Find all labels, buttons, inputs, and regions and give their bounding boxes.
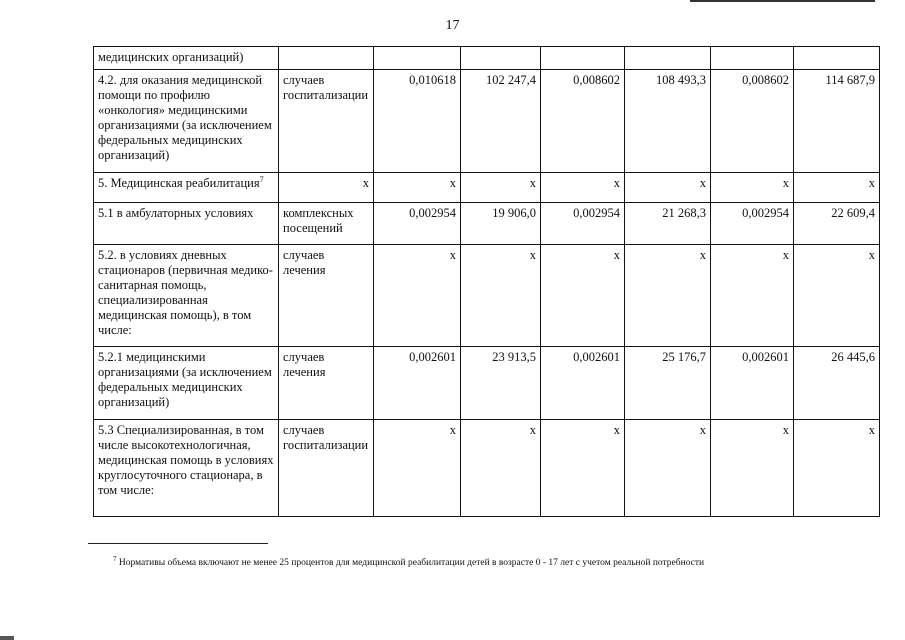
value-cell: 108 493,3 <box>625 70 711 173</box>
row-unit: случаев госпитализации <box>279 420 374 517</box>
value-cell: х <box>541 245 625 347</box>
value-cell: 0,002954 <box>711 203 794 245</box>
value-cell: 0,002601 <box>374 347 461 420</box>
row-name: 5.3 Специализированная, в том числе высокотехнологичная, медицинская помощь в условиях круглосуточного стационара, в том числе: <box>94 420 279 517</box>
value-cell: х <box>374 420 461 517</box>
footnote-mark: 7 <box>113 554 117 563</box>
table-row <box>94 245 880 347</box>
value-cell <box>461 47 541 70</box>
value-cell: х <box>794 173 880 203</box>
value-cell: х <box>711 173 794 203</box>
page-number: 17 <box>445 18 460 33</box>
value-cell: 114 687,9 <box>794 70 880 173</box>
value-cell: х <box>625 245 711 347</box>
row-unit <box>279 47 374 70</box>
scan-artifact <box>0 636 14 640</box>
footnote-separator <box>88 543 268 544</box>
value-cell <box>625 47 711 70</box>
value-cell <box>374 47 461 70</box>
value-cell: 21 268,3 <box>625 203 711 245</box>
value-cell: 0,008602 <box>541 70 625 173</box>
table-row <box>94 173 880 203</box>
top-rule <box>690 0 875 2</box>
value-cell: 0,002601 <box>541 347 625 420</box>
row-unit: случаев госпитализации <box>279 70 374 173</box>
value-cell: 19 906,0 <box>461 203 541 245</box>
row-name: 4.2. для оказания медицинской помощи по профилю «онкология» медицинскими организациями (за исключением федеральных медицинских организаций) <box>94 70 279 173</box>
value-cell: 25 176,7 <box>625 347 711 420</box>
value-cell: 0,002954 <box>541 203 625 245</box>
value-cell: х <box>794 245 880 347</box>
row-name: 5.2. в условиях дневных стационаров (первичная медико-санитарная помощь, специализированная медицинская помощь), в том числе: <box>94 245 279 347</box>
row-unit: х <box>279 173 374 203</box>
row-name: 5.2.1 медицинскими организациями (за исключением федеральных медицинских организаций) <box>94 347 279 420</box>
value-cell: х <box>711 245 794 347</box>
value-cell: 0,002601 <box>711 347 794 420</box>
table-row <box>94 47 880 70</box>
value-cell: х <box>541 420 625 517</box>
value-cell: 26 445,6 <box>794 347 880 420</box>
value-cell: 22 609,4 <box>794 203 880 245</box>
row-name: медицинских организаций) <box>94 47 279 70</box>
value-cell: х <box>374 173 461 203</box>
footnote-ref: 7 <box>259 174 264 184</box>
value-cell: х <box>374 245 461 347</box>
value-cell: х <box>541 173 625 203</box>
row-name: 5.1 в амбулаторных условиях <box>94 203 279 245</box>
value-cell: х <box>625 173 711 203</box>
table-row <box>94 203 880 245</box>
footnote <box>113 554 705 568</box>
table-row <box>94 347 880 420</box>
row-unit: случаев лечения <box>279 245 374 347</box>
value-cell: 23 913,5 <box>461 347 541 420</box>
value-cell: х <box>625 420 711 517</box>
value-cell <box>794 47 880 70</box>
row-name <box>94 173 279 203</box>
row-unit: случаев лечения <box>279 347 374 420</box>
value-cell: х <box>711 420 794 517</box>
value-cell: 0,010618 <box>374 70 461 173</box>
value-cell: 0,002954 <box>374 203 461 245</box>
row-unit: комплексных посещений <box>279 203 374 245</box>
footnote-text: Нормативы объема включают не менее 25 процентов для медицинской реабилитации детей в возрасте 0 - 17 лет с учетом реальной потребности <box>118 558 705 568</box>
value-cell <box>711 47 794 70</box>
value-cell: х <box>461 173 541 203</box>
table-row <box>94 70 880 173</box>
value-cell: х <box>461 245 541 347</box>
value-cell: 0,008602 <box>711 70 794 173</box>
row-name-text: 5. Медицинская реабилитация <box>98 176 260 190</box>
table-row <box>94 420 880 517</box>
value-cell: х <box>461 420 541 517</box>
norms-table <box>93 46 880 517</box>
value-cell: 102 247,4 <box>461 70 541 173</box>
value-cell: х <box>794 420 880 517</box>
value-cell <box>541 47 625 70</box>
